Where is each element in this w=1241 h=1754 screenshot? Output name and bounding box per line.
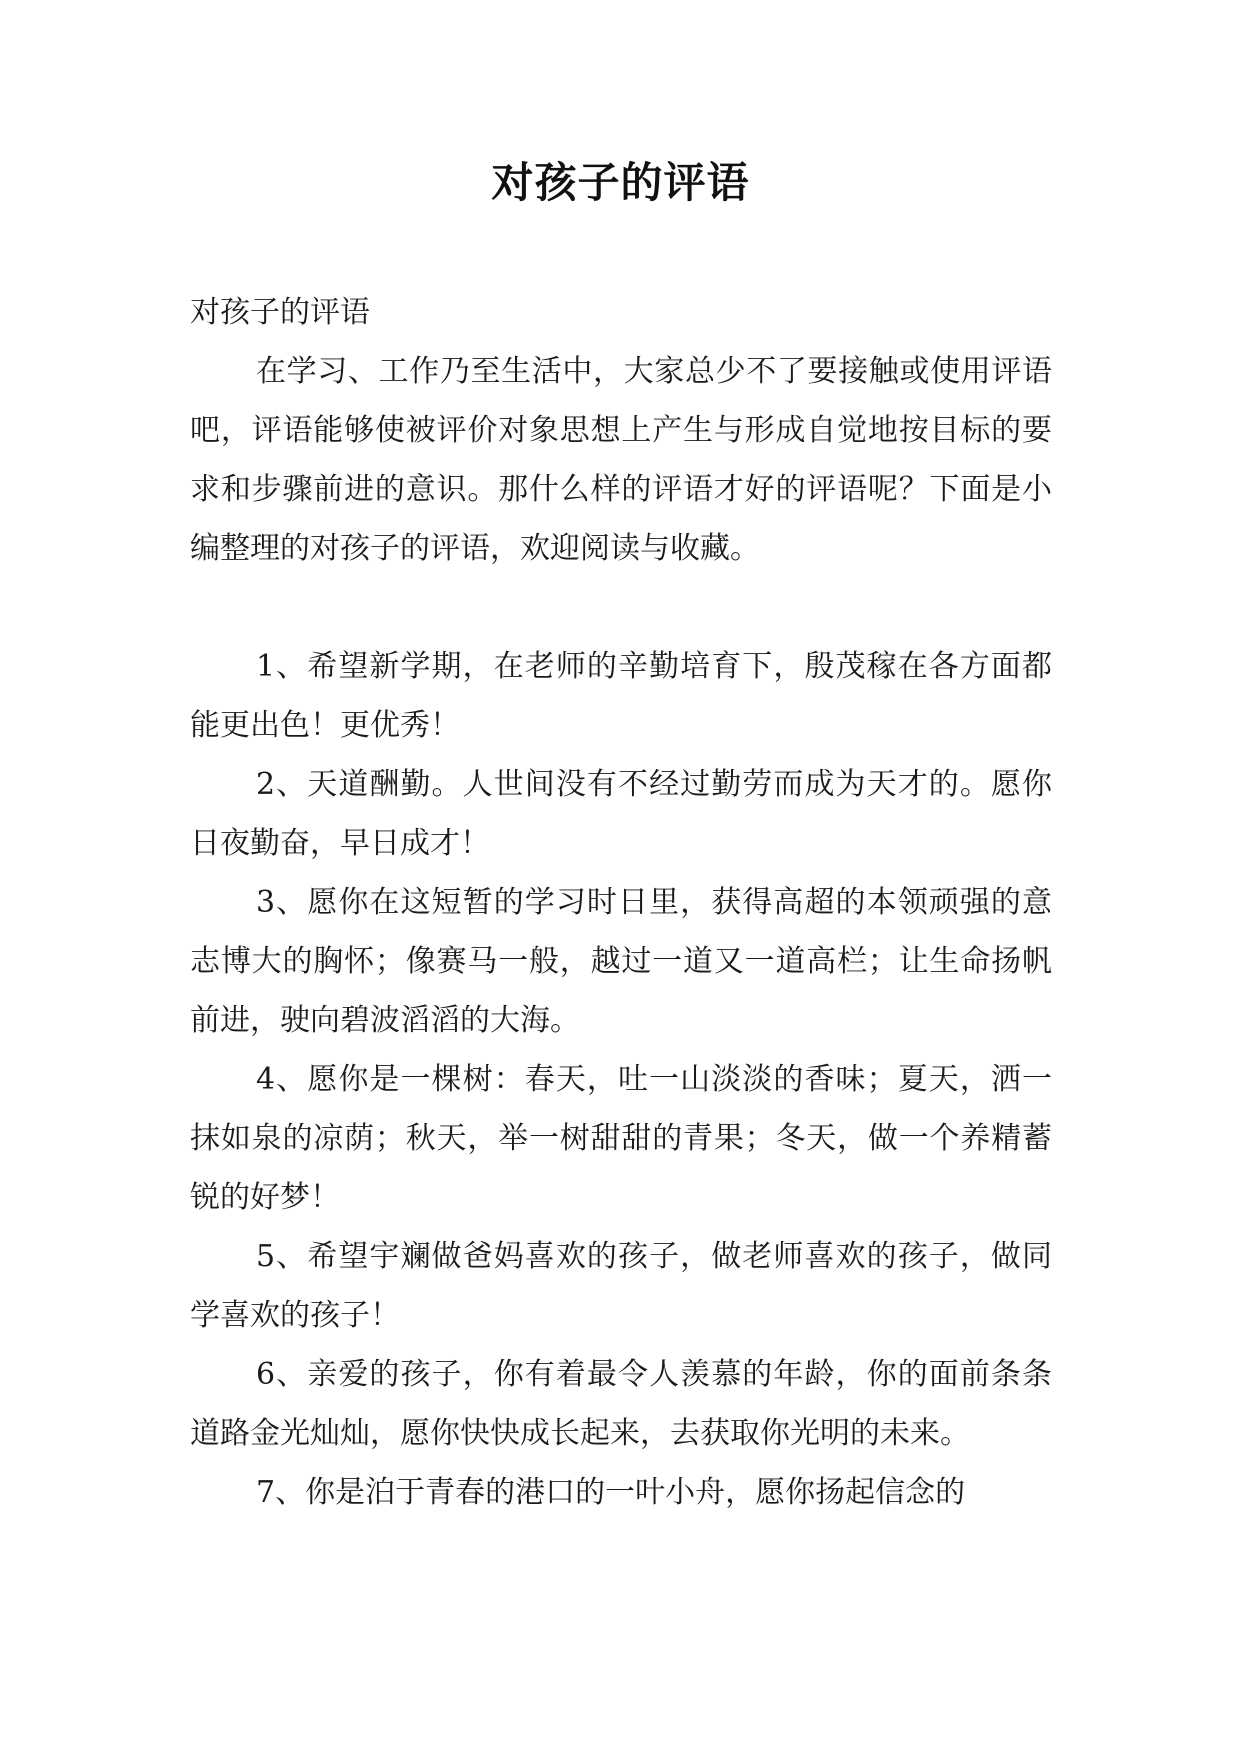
paragraph-spacer — [190, 578, 1052, 637]
comment-item-4: 4、愿你是一棵树：春天，吐一山淡淡的香味；夏天，洒一抹如泉的凉荫；秋天，举一树甜甜的青果；冬天，做一个养精蓄锐的好梦！ — [190, 1062, 1052, 1215]
comment-item-6: 6、亲爱的孩子，你有着最令人羡慕的年龄，你的面前条条道路金光灿灿，愿你快快成长起来，去获取你光明的未来。 — [190, 1357, 1052, 1451]
section-heading: 对孩子的评语 — [190, 295, 370, 330]
comment-item-2: 2、天道酬勤。人世间没有不经过勤劳而成为天才的。愿你日夜勤奋，早日成才！ — [190, 767, 1052, 861]
document-body — [190, 283, 1052, 1522]
comment-item-1: 1、希望新学期，在老师的辛勤培育下，殷茂稼在各方面都能更出色！更优秀！ — [190, 649, 1052, 743]
comment-item-7: 7、你是泊于青春的港口的一叶小舟，愿你扬起信念的 — [256, 1475, 966, 1510]
comment-item-5: 5、希望宇斓做爸妈喜欢的孩子，做老师喜欢的孩子，做同学喜欢的孩子！ — [190, 1239, 1052, 1333]
intro-paragraph: 在学习、工作乃至生活中，大家总少不了要接触或使用评语吧，评语能够使被评价对象思想上产生与形成自觉地按目标的要求和步骤前进的意识。那什么样的评语才好的评语呢？下面是小编整理的对孩子的评语，欢迎阅读与收藏。 — [190, 354, 1052, 566]
comment-item-3: 3、愿你在这短暂的学习时日里，获得高超的本领顽强的意志博大的胸怀；像赛马一般，越过一道又一道高栏；让生命扬帆前进，驶向碧波滔滔的大海。 — [190, 885, 1052, 1038]
document-title: 对孩子的评语 — [491, 158, 750, 207]
